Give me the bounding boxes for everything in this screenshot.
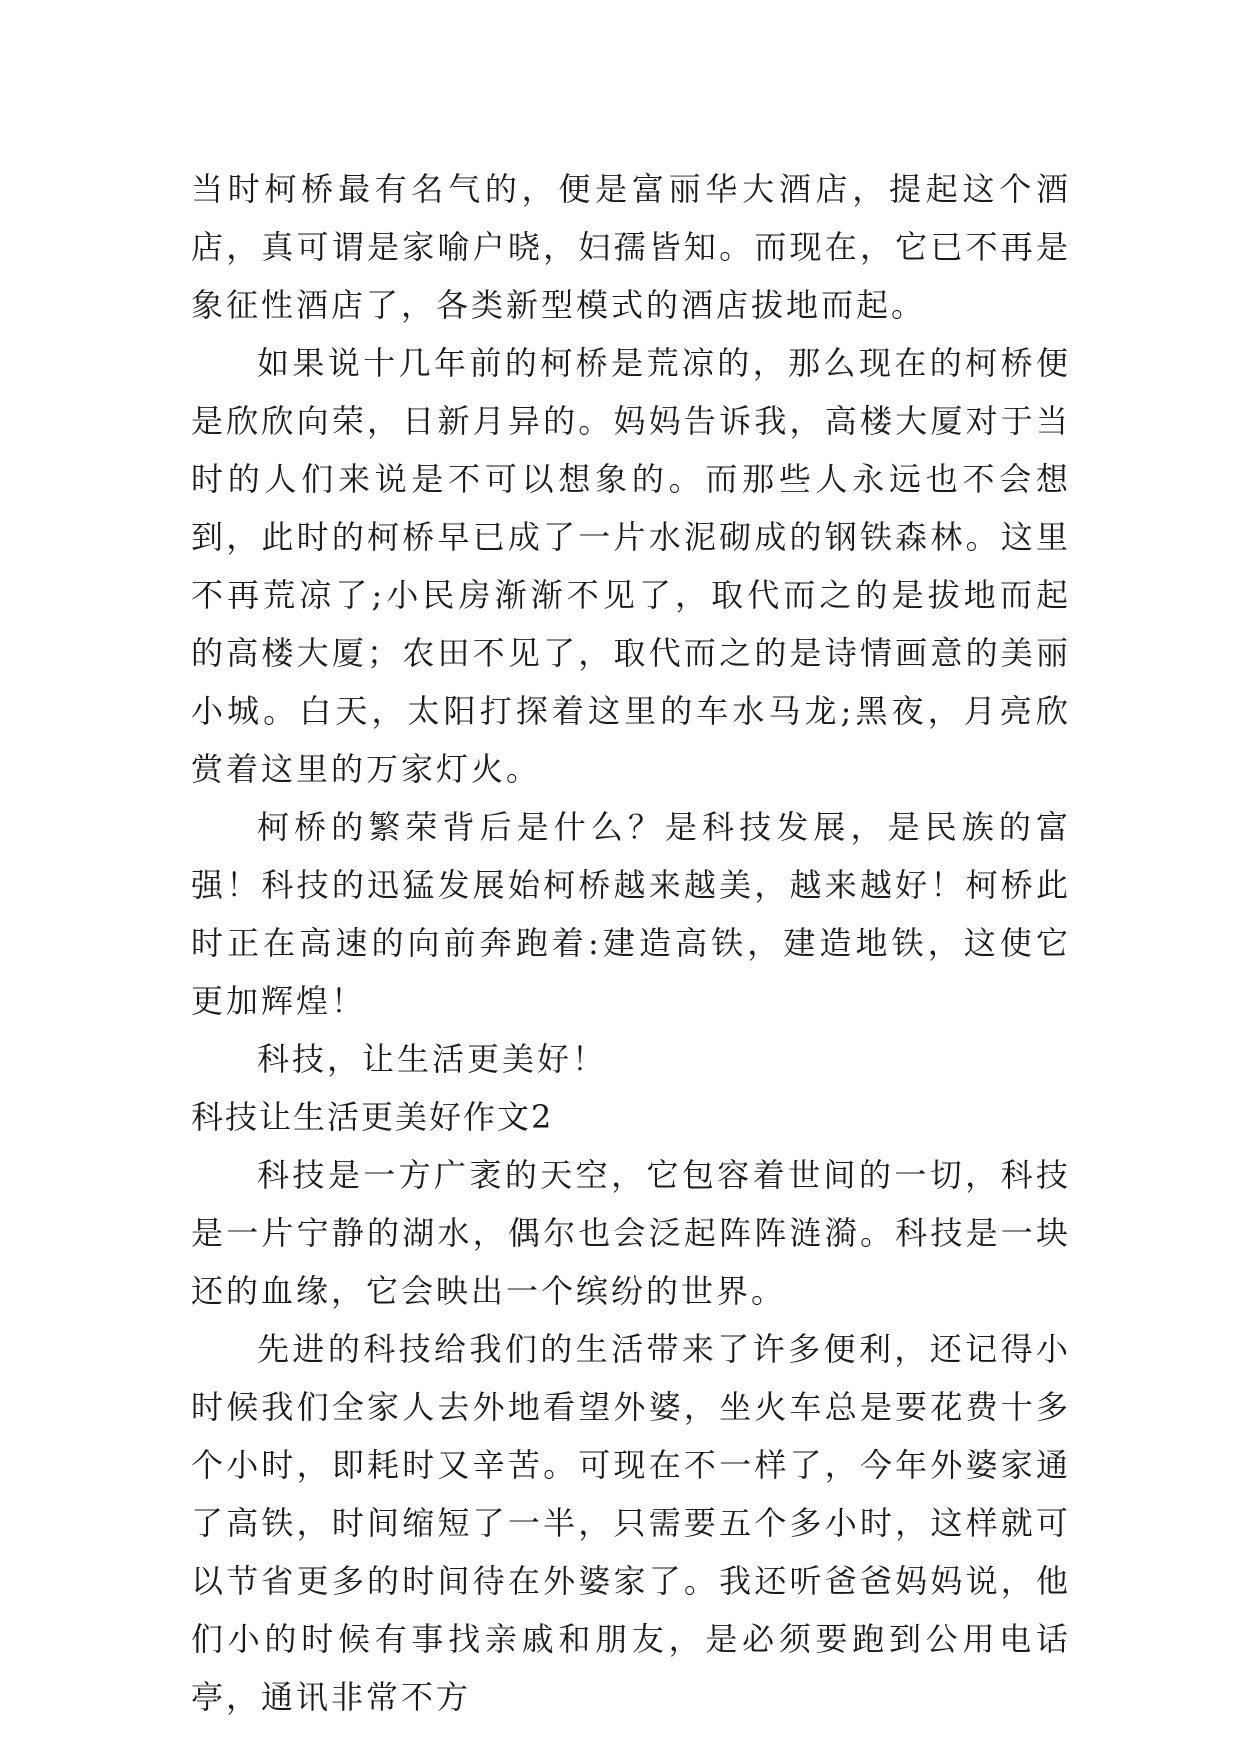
- section-heading: 科技让生活更美好作文2: [191, 1098, 554, 1136]
- document-body: [191, 160, 1071, 1726]
- paragraph-2: 如果说十几年前的柯桥是荒凉的，那么现在的柯桥便是欣欣向荣，日新月异的。妈妈告诉我，高楼大厦对于当时的人们来说是不可以想象的。而那些人永远也不会想到，此时的柯桥早已成了一片水泥砌成的钢铁森林。这里不再荒凉了;小民房渐渐不见了，取代而之的是拔地而起的高楼大厦；农田不见了，取代而之的是诗情画意的美丽小城。白天，太阳打探着这里的车水马龙;黑夜，月亮欣赏着这里的万家灯火。: [191, 344, 1071, 788]
- paragraph-3: 柯桥的繁荣背后是什么？是科技发展，是民族的富强！科技的迅猛发展始柯桥越来越美，越来越好！柯桥此时正在高速的向前奔跑着:建造高铁，建造地铁，这使它更加辉煌！: [191, 808, 1071, 1020]
- paragraph-4: 科技，让生活更美好！: [257, 1040, 608, 1078]
- paragraph-1: 当时柯桥最有名气的，便是富丽华大酒店，提起这个酒店，真可谓是家喻户晓，妇孺皆知。而现在，它已不再是象征性酒店了，各类新型模式的酒店拔地而起。: [191, 170, 1071, 324]
- paragraph-5: 科技是一方广袤的天空，它包容着世间的一切，科技是一片宁静的湖水，偶尔也会泛起阵阵涟漪。科技是一块还的血缘，它会映出一个缤纷的世界。: [191, 1156, 1071, 1310]
- paragraph-6: 先进的科技给我们的生活带来了许多便利，还记得小时候我们全家人去外地看望外婆，坐火车总是要花费十多个小时，即耗时又辛苦。可现在不一样了，今年外婆家通了高铁，时间缩短了一半，只需要五个多小时，这样就可以节省更多的时间待在外婆家了。我还听爸爸妈妈说，他们小的时候有事找亲戚和朋友，是必须要跑到公用电话亭，通讯非常不方: [191, 1330, 1071, 1716]
